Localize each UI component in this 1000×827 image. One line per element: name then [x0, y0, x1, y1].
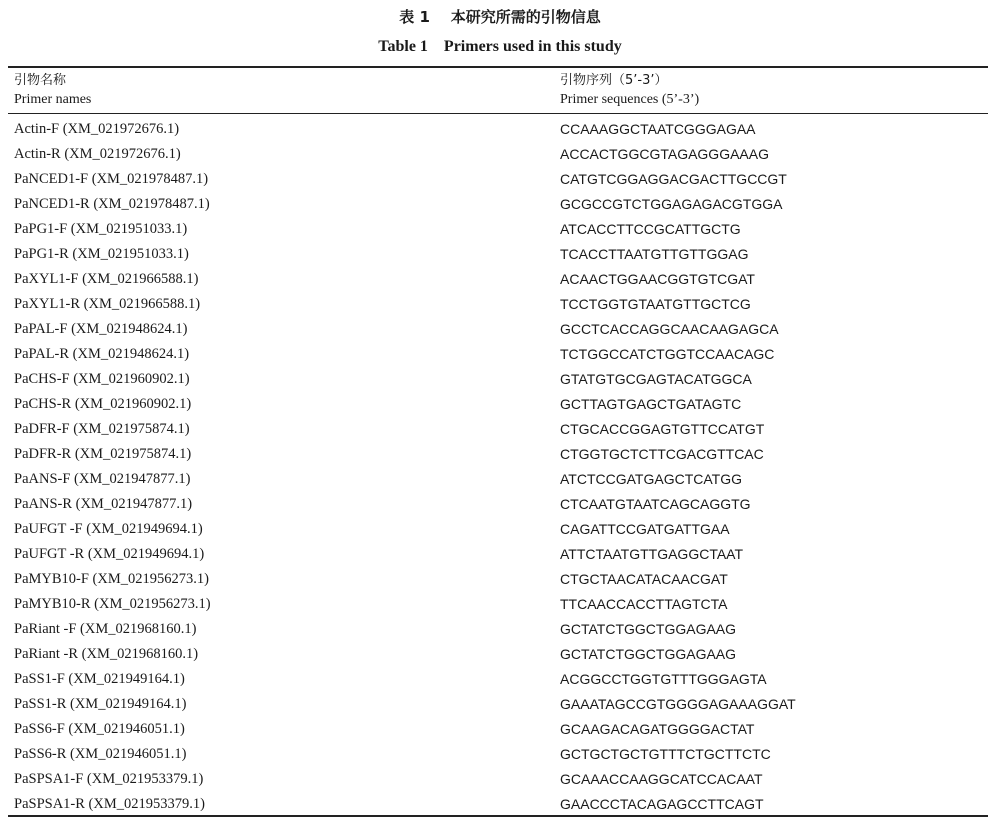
primer-sequence-cell: CAGATTCCGATGATTGAA	[560, 521, 730, 537]
header-primer-sequences	[560, 71, 699, 109]
primer-name-cell: PaPG1-R (XM_021951033.1)	[14, 246, 189, 262]
table-header-rule	[8, 113, 988, 114]
primer-sequence-cell: GCTGCTGCTGTTTCTGCTTCTC	[560, 746, 771, 762]
primer-sequence-cell: GCAAGACAGATGGGGACTAT	[560, 721, 755, 737]
table-bottom-rule	[8, 815, 988, 817]
primer-name-cell: PaPAL-R (XM_021948624.1)	[14, 346, 190, 362]
primer-sequence-cell: GCTTAGTGAGCTGATAGTC	[560, 396, 742, 412]
table-row	[0, 642, 1000, 667]
table-row	[0, 142, 1000, 167]
table-row	[0, 667, 1000, 692]
table-row	[0, 242, 1000, 267]
header-primer-sequences-en: Primer sequences (5’-3’)	[560, 92, 700, 107]
table-row	[0, 217, 1000, 242]
primer-sequence-cell: ATCTCCGATGAGCTCATGG	[560, 471, 742, 487]
header-primer-names-en: Primer names	[14, 92, 92, 107]
primer-name-cell: PaMYB10-R (XM_021956273.1)	[14, 596, 211, 612]
table-row	[0, 442, 1000, 467]
primer-sequence-cell: CATGTCGGAGGACGACTTGCCGT	[560, 171, 787, 187]
primer-name-cell: PaSS1-R (XM_021949164.1)	[14, 696, 187, 712]
primer-sequence-cell: CTGGTGCTCTTCGACGTTCAC	[560, 446, 764, 462]
primer-name-cell: PaXYL1-F (XM_021966588.1)	[14, 271, 199, 287]
primer-name-cell: PaANS-F (XM_021947877.1)	[14, 471, 191, 487]
table-row	[0, 467, 1000, 492]
table-caption-chinese: 表 1 本研究所需的引物信息	[399, 8, 601, 26]
table-row	[0, 192, 1000, 217]
primer-name-cell: PaUFGT -F (XM_021949694.1)	[14, 521, 203, 537]
table-row	[0, 417, 1000, 442]
primer-sequence-cell: TCACCTTAATGTTGTTGGAG	[560, 246, 749, 262]
primer-sequence-cell: GCAAACCAAGGCATCCACAAT	[560, 771, 763, 787]
table-row	[0, 367, 1000, 392]
primer-name-cell: PaDFR-F (XM_021975874.1)	[14, 421, 190, 437]
primer-sequence-cell: GAAATAGCCGTGGGGAGAAAGGAT	[560, 696, 796, 712]
primer-name-cell: PaDFR-R (XM_021975874.1)	[14, 446, 192, 462]
header-primer-sequences-cn: 引物序列（5’-3’）	[560, 73, 668, 88]
primer-name-cell: PaPG1-F (XM_021951033.1)	[14, 221, 188, 237]
primer-sequence-cell: TTCAACCACCTTAGTCTA	[560, 596, 728, 612]
primer-sequence-cell: GCTATCTGGCTGGAGAAG	[560, 646, 737, 662]
primer-sequence-cell: GAACCCTACAGAGCCTTCAGT	[560, 796, 764, 812]
table-row	[0, 742, 1000, 767]
table-row	[0, 767, 1000, 792]
primer-name-cell: PaSS1-F (XM_021949164.1)	[14, 671, 185, 687]
primer-sequence-cell: ACGGCCTGGTGTTTGGGAGTA	[560, 671, 767, 687]
primer-name-cell: PaCHS-R (XM_021960902.1)	[14, 396, 192, 412]
primer-sequence-cell: GTATGTGCGAGTACATGGCA	[560, 371, 752, 387]
primer-sequence-cell: GCCTCACCAGGCAACAAGAGCA	[560, 321, 779, 337]
table-top-rule	[8, 66, 988, 68]
header-primer-names-cn: 引物名称	[14, 73, 67, 88]
table-row	[0, 717, 1000, 742]
primer-name-cell: PaXYL1-R (XM_021966588.1)	[14, 296, 201, 312]
primer-sequence-cell: ACAACTGGAACGGTGTCGAT	[560, 271, 755, 287]
primer-sequence-cell: TCCTGGTGTAATGTTGCTCG	[560, 296, 751, 312]
table-row	[0, 267, 1000, 292]
primer-name-cell: Actin-F (XM_021972676.1)	[14, 121, 180, 137]
primer-sequence-cell: ATTCTAATGTTGAGGCTAAT	[560, 546, 744, 562]
primer-sequence-cell: CTCAATGTAATCAGCAGGTG	[560, 496, 751, 512]
table-body	[0, 117, 1000, 817]
table-row	[0, 567, 1000, 592]
primer-name-cell: PaNCED1-R (XM_021978487.1)	[14, 196, 210, 212]
table-row	[0, 617, 1000, 642]
header-primer-names	[14, 71, 91, 109]
table-row	[0, 692, 1000, 717]
table-row	[0, 292, 1000, 317]
table-row	[0, 167, 1000, 192]
primer-sequence-cell: CTGCTAACATACAACGAT	[560, 571, 728, 587]
table-row	[0, 792, 1000, 817]
table-row	[0, 392, 1000, 417]
table-caption-english: Table 1 Primers used in this study	[378, 38, 622, 55]
primer-name-cell: PaSPSA1-R (XM_021953379.1)	[14, 796, 205, 812]
table-row	[0, 592, 1000, 617]
primer-sequence-cell: GCGCCGTCTGGAGAGACGTGGA	[560, 196, 783, 212]
primer-sequence-cell: TCTGGCCATCTGGTCCAACAGC	[560, 346, 775, 362]
primer-name-cell: PaRiant -F (XM_021968160.1)	[14, 621, 197, 637]
primer-name-cell: PaRiant -R (XM_021968160.1)	[14, 646, 199, 662]
primer-sequence-cell: ACCACTGGCGTAGAGGGAAAG	[560, 146, 769, 162]
primer-sequence-cell: CTGCACCGGAGTGTTCCATGT	[560, 421, 765, 437]
primer-name-cell: PaCHS-F (XM_021960902.1)	[14, 371, 190, 387]
table-row	[0, 492, 1000, 517]
primer-name-cell: PaSPSA1-F (XM_021953379.1)	[14, 771, 204, 787]
primer-name-cell: PaSS6-R (XM_021946051.1)	[14, 746, 187, 762]
table-row	[0, 517, 1000, 542]
primer-name-cell: PaNCED1-F (XM_021978487.1)	[14, 171, 209, 187]
primer-name-cell: Actin-R (XM_021972676.1)	[14, 146, 181, 162]
primer-name-cell: PaUFGT -R (XM_021949694.1)	[14, 546, 205, 562]
table-row	[0, 342, 1000, 367]
table-row	[0, 542, 1000, 567]
primer-name-cell: PaANS-R (XM_021947877.1)	[14, 496, 193, 512]
table-row	[0, 317, 1000, 342]
primer-name-cell: PaMYB10-F (XM_021956273.1)	[14, 571, 209, 587]
primer-sequence-cell: CCAAAGGCTAATCGGGAGAA	[560, 121, 756, 137]
table-row	[0, 117, 1000, 142]
primer-sequence-cell: ATCACCTTCCGCATTGCTG	[560, 221, 741, 237]
primer-name-cell: PaPAL-F (XM_021948624.1)	[14, 321, 188, 337]
primer-sequence-cell: GCTATCTGGCTGGAGAAG	[560, 621, 737, 637]
primer-name-cell: PaSS6-F (XM_021946051.1)	[14, 721, 185, 737]
